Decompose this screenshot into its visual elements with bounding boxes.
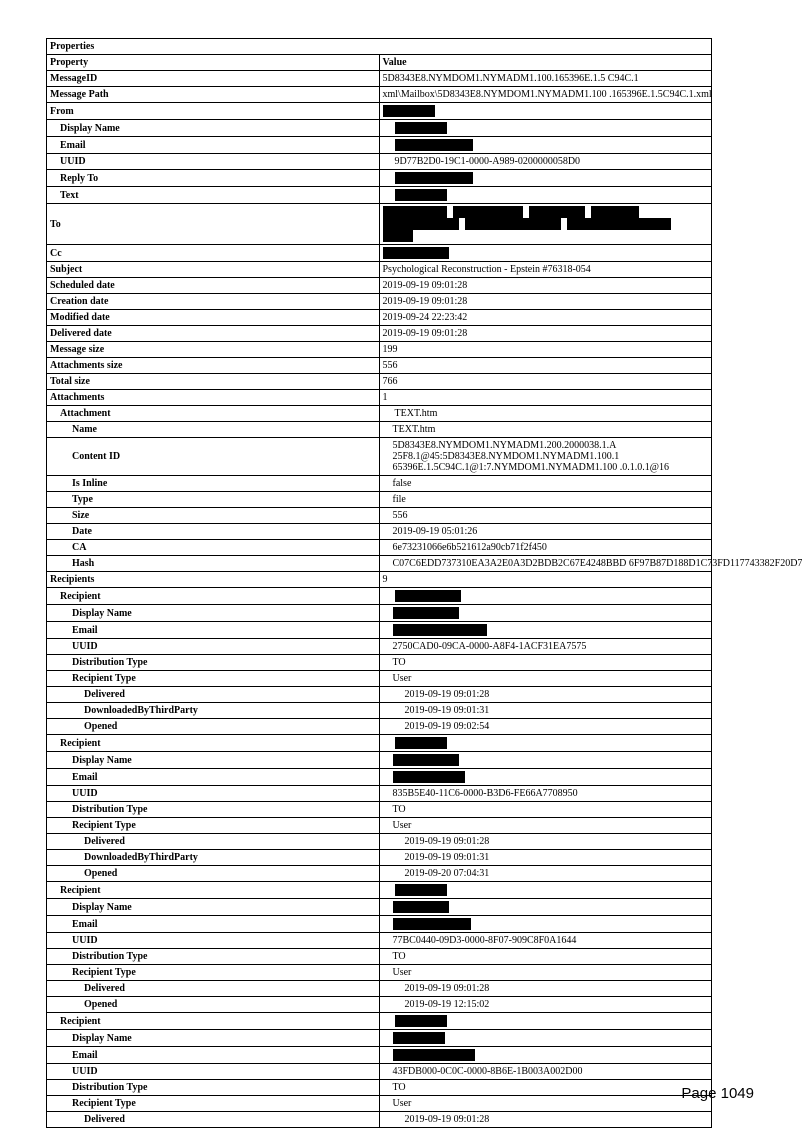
redaction-box	[395, 189, 447, 201]
property-value: 556	[379, 508, 712, 524]
redaction-box	[393, 1049, 475, 1061]
redaction-box	[393, 771, 465, 783]
page-number: Page 1049	[681, 1085, 754, 1102]
property-name: Content ID	[47, 438, 380, 476]
table-row	[47, 103, 712, 120]
value-line: 65396E.1.5C94C.1@1:7.NYMDOM1.NYMADM1.100 .0.1.0.1@16	[392, 462, 669, 473]
property-name: Distribution Type	[47, 949, 380, 965]
value-line: 25F8.1@45:5D8343E8.NYMDOM1.NYMADM1.100.1	[392, 451, 620, 462]
redaction-box	[383, 105, 435, 117]
table-row	[47, 965, 712, 981]
table-row	[47, 866, 712, 882]
property-value: 2019-09-19 09:01:28	[379, 834, 712, 850]
table-row	[47, 1064, 712, 1080]
property-value: 2750CAD0-09CA-0000-A8F4-1ACF31EA7575	[379, 639, 712, 655]
redacted-value	[379, 1013, 712, 1030]
property-name: Distribution Type	[47, 1080, 380, 1096]
redacted-value	[379, 245, 712, 262]
table-header-row	[47, 55, 712, 71]
property-value: C07C6EDD737310EA3A2E0A3D2BDB2C67E4248BBD 6F97B87D188D1C73FD117743382F20D7	[379, 556, 712, 572]
table-row	[47, 326, 712, 342]
table-row	[47, 1030, 712, 1047]
table-row	[47, 492, 712, 508]
property-value: TEXT.htm	[379, 406, 712, 422]
table-row	[47, 1096, 712, 1112]
property-name: Attachment	[47, 406, 380, 422]
property-name: UUID	[47, 786, 380, 802]
table-row	[47, 278, 712, 294]
property-value: TO	[379, 655, 712, 671]
table-row	[47, 1112, 712, 1128]
redacted-value	[379, 752, 712, 769]
property-value: 77BC0440-09D3-0000-8F07-909C8F0A1644	[379, 933, 712, 949]
property-name: Email	[47, 622, 380, 639]
redaction-box	[529, 206, 585, 218]
property-name: Email	[47, 137, 380, 154]
property-name: Distribution Type	[47, 655, 380, 671]
redacted-value	[379, 187, 712, 204]
value-column-header: Value	[379, 55, 712, 71]
redaction-box	[393, 918, 471, 930]
redaction-box	[465, 218, 561, 230]
table-row	[47, 137, 712, 154]
property-value: 2019-09-19 09:01:28	[379, 981, 712, 997]
table-title-row	[47, 39, 712, 55]
property-value: 2019-09-19 09:01:28	[379, 294, 712, 310]
property-name: Display Name	[47, 752, 380, 769]
property-name: UUID	[47, 639, 380, 655]
property-name: Delivered	[47, 1112, 380, 1128]
property-name: From	[47, 103, 380, 120]
redaction-box	[383, 230, 413, 242]
property-name: DownloadedByThirdParty	[47, 703, 380, 719]
property-value: 2019-09-19 09:01:31	[379, 703, 712, 719]
redaction-box	[395, 737, 447, 749]
property-name: UUID	[47, 154, 380, 170]
redacted-value	[379, 170, 712, 187]
property-value: 2019-09-20 07:04:31	[379, 866, 712, 882]
property-name: Email	[47, 769, 380, 786]
property-value: xml\Mailbox\5D8343E8.NYMDOM1.NYMADM1.100 .165396E.1.5C94C.1.xml	[379, 87, 712, 103]
table-row	[47, 476, 712, 492]
table-row	[47, 752, 712, 769]
property-value: false	[379, 476, 712, 492]
property-value: User	[379, 818, 712, 834]
table-row	[47, 540, 712, 556]
table-row	[47, 981, 712, 997]
property-name: Recipient Type	[47, 671, 380, 687]
redacted-value	[379, 1030, 712, 1047]
property-value: 2019-09-19 09:01:31	[379, 850, 712, 866]
table-row	[47, 802, 712, 818]
property-value: Psychological Reconstruction - Epstein #76318-054	[379, 262, 712, 278]
redaction-box	[383, 247, 449, 259]
table-row	[47, 342, 712, 358]
redaction-box	[393, 1032, 445, 1044]
table-row	[47, 71, 712, 87]
property-value: 2019-09-19 09:01:28	[379, 326, 712, 342]
property-name: Delivered	[47, 981, 380, 997]
table-row	[47, 374, 712, 390]
property-name: Scheduled date	[47, 278, 380, 294]
property-name: Delivered date	[47, 326, 380, 342]
property-name: Delivered	[47, 687, 380, 703]
redaction-box	[393, 754, 459, 766]
property-value: TO	[379, 949, 712, 965]
table-row	[47, 850, 712, 866]
property-name: Attachments size	[47, 358, 380, 374]
property-name: Date	[47, 524, 380, 540]
property-name: Opened	[47, 866, 380, 882]
table-row	[47, 818, 712, 834]
table-row	[47, 916, 712, 933]
table-row	[47, 422, 712, 438]
property-name: Message size	[47, 342, 380, 358]
redaction-box	[453, 206, 523, 218]
table-row	[47, 687, 712, 703]
property-name: Cc	[47, 245, 380, 262]
table-row	[47, 358, 712, 374]
property-value: 2019-09-19 09:01:28	[379, 687, 712, 703]
redaction-box	[395, 884, 447, 896]
property-name: Delivered	[47, 834, 380, 850]
property-name: UUID	[47, 1064, 380, 1080]
table-row	[47, 390, 712, 406]
table-row	[47, 294, 712, 310]
property-name: Recipient Type	[47, 818, 380, 834]
property-value: User	[379, 965, 712, 981]
property-name: Email	[47, 916, 380, 933]
property-name: Email	[47, 1047, 380, 1064]
table-row	[47, 556, 712, 572]
property-value: 43FDB000-0C0C-0000-8B6E-1B003A002D00	[379, 1064, 712, 1080]
property-name: Display Name	[47, 605, 380, 622]
table-row	[47, 639, 712, 655]
property-name: Hash	[47, 556, 380, 572]
property-value: User	[379, 671, 712, 687]
property-value: 2019-09-19 09:02:54	[379, 719, 712, 735]
property-name: Total size	[47, 374, 380, 390]
table-row	[47, 170, 712, 187]
table-row	[47, 671, 712, 687]
property-value: 835B5E40-11C6-0000-B3D6-FE66A7708950	[379, 786, 712, 802]
table-title: Properties	[47, 39, 712, 55]
property-value: 2019-09-19 09:01:28	[379, 1112, 712, 1128]
property-name: UUID	[47, 933, 380, 949]
table-row	[47, 605, 712, 622]
table-row	[47, 769, 712, 786]
property-name: Creation date	[47, 294, 380, 310]
table-row	[47, 262, 712, 278]
table-row	[47, 438, 712, 476]
table-row	[47, 508, 712, 524]
property-name: Opened	[47, 719, 380, 735]
redaction-box	[567, 218, 671, 230]
property-value: 199	[379, 342, 712, 358]
property-name: Display Name	[47, 899, 380, 916]
property-value: 1	[379, 390, 712, 406]
table-row	[47, 882, 712, 899]
property-value-multiline	[379, 438, 712, 476]
property-value: 2019-09-19 05:01:26	[379, 524, 712, 540]
property-name: To	[47, 204, 380, 245]
property-value: TO	[379, 802, 712, 818]
property-name: Message Path	[47, 87, 380, 103]
table-row	[47, 933, 712, 949]
property-name: Opened	[47, 997, 380, 1013]
property-value: 6e73231066e6b521612a90cb71f2f450	[379, 540, 712, 556]
redaction-box	[591, 206, 639, 218]
table-row	[47, 834, 712, 850]
property-name: Subject	[47, 262, 380, 278]
to-recipients-redacted	[379, 204, 712, 245]
redacted-value	[379, 622, 712, 639]
property-value: 2019-09-19 09:01:28	[379, 278, 712, 294]
property-name: Display Name	[47, 1030, 380, 1047]
property-value: 2019-09-24 22:23:42	[379, 310, 712, 326]
property-column-header: Property	[47, 55, 380, 71]
redacted-value	[379, 588, 712, 605]
property-value: 9	[379, 572, 712, 588]
property-name: Name	[47, 422, 380, 438]
redaction-box	[395, 122, 447, 134]
redaction-box	[383, 218, 459, 230]
redacted-value	[379, 137, 712, 154]
redacted-value	[379, 769, 712, 786]
table-row	[47, 406, 712, 422]
property-name: Recipient Type	[47, 1096, 380, 1112]
table-row	[47, 588, 712, 605]
table-row	[47, 187, 712, 204]
property-value: 2019-09-19 12:15:02	[379, 997, 712, 1013]
property-value: TEXT.htm	[379, 422, 712, 438]
property-value: 556	[379, 358, 712, 374]
table-row	[47, 1080, 712, 1096]
table-row	[47, 1013, 712, 1030]
table-row	[47, 703, 712, 719]
property-name: Reply To	[47, 170, 380, 187]
property-name: Type	[47, 492, 380, 508]
table-row	[47, 899, 712, 916]
property-name: Recipient	[47, 1013, 380, 1030]
redacted-value	[379, 916, 712, 933]
property-value: 9D77B2D0-19C1-0000-A989-0200000058D0	[379, 154, 712, 170]
table-row	[47, 655, 712, 671]
property-name: Distribution Type	[47, 802, 380, 818]
redaction-box	[393, 901, 449, 913]
redaction-box	[383, 206, 447, 218]
property-value: User	[379, 1096, 712, 1112]
redaction-box	[395, 139, 473, 151]
redaction-box	[395, 172, 473, 184]
table-row	[47, 524, 712, 540]
property-name: Display Name	[47, 120, 380, 137]
table-row	[47, 310, 712, 326]
property-name: CA	[47, 540, 380, 556]
redacted-value	[379, 899, 712, 916]
property-name: Recipient	[47, 588, 380, 605]
property-name: MessageID	[47, 71, 380, 87]
table-row	[47, 572, 712, 588]
property-value: 766	[379, 374, 712, 390]
property-name: Recipients	[47, 572, 380, 588]
property-name: Recipient Type	[47, 965, 380, 981]
table-row	[47, 154, 712, 170]
value-line: 5D8343E8.NYMDOM1.NYMADM1.200.2000038.1.A	[392, 440, 617, 451]
property-value: file	[379, 492, 712, 508]
table-row	[47, 786, 712, 802]
redacted-value	[379, 882, 712, 899]
property-value: TO	[379, 1080, 712, 1096]
property-name: Recipient	[47, 735, 380, 752]
property-name: Attachments	[47, 390, 380, 406]
table-row	[47, 622, 712, 639]
table-row	[47, 1047, 712, 1064]
property-value: 5D8343E8.NYMDOM1.NYMADM1.100.165396E.1.5 C94C.1	[379, 71, 712, 87]
table-row	[47, 204, 712, 245]
redaction-box	[393, 624, 487, 636]
table-row	[47, 719, 712, 735]
property-name: DownloadedByThirdParty	[47, 850, 380, 866]
table-row	[47, 245, 712, 262]
redacted-value	[379, 605, 712, 622]
property-name: Recipient	[47, 882, 380, 899]
redaction-box	[395, 1015, 447, 1027]
table-row	[47, 997, 712, 1013]
property-name: Size	[47, 508, 380, 524]
redacted-value	[379, 120, 712, 137]
property-name: Modified date	[47, 310, 380, 326]
redaction-box	[395, 590, 461, 602]
redacted-value	[379, 1047, 712, 1064]
property-name: Is Inline	[47, 476, 380, 492]
redacted-value	[379, 735, 712, 752]
table-row	[47, 120, 712, 137]
redaction-box	[393, 607, 459, 619]
table-row	[47, 735, 712, 752]
property-name: Text	[47, 187, 380, 204]
redacted-value	[379, 103, 712, 120]
table-row	[47, 949, 712, 965]
table-row	[47, 87, 712, 103]
